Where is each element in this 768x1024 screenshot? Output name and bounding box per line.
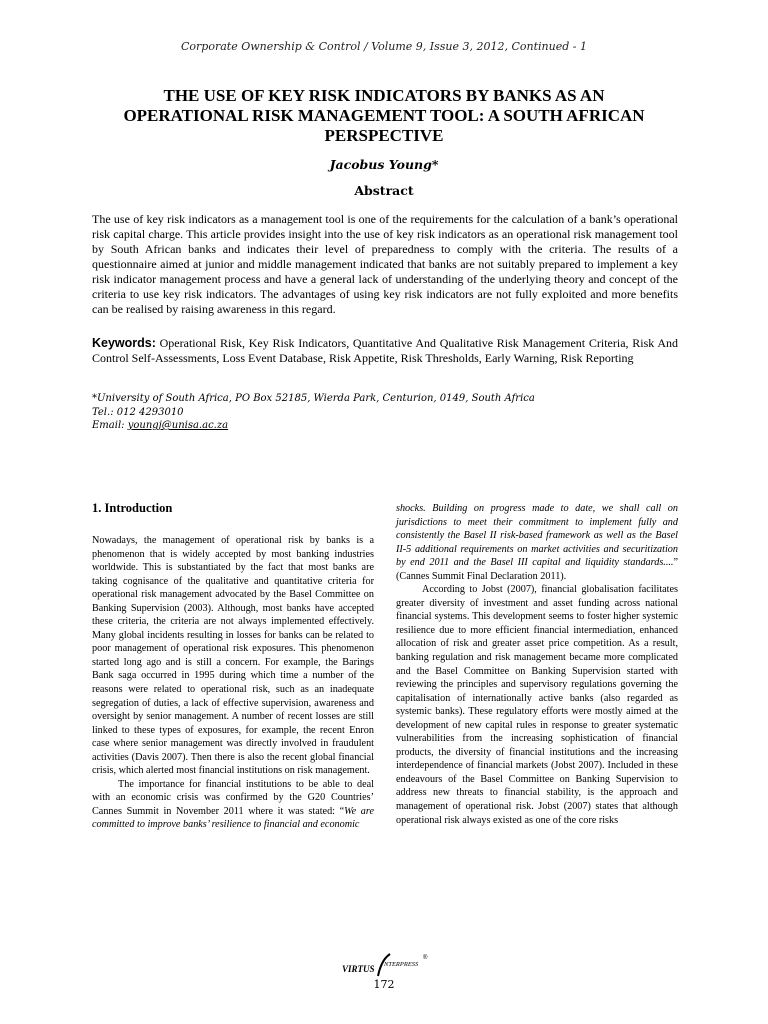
journal-header: Corporate Ownership & Control / Volume 9, Issue 3, 2012, Continued - 1	[181, 40, 587, 53]
left-paragraph-2-text: The importance for financial institutions to be able to deal with an economic crisis was confirmed by the G20 Countries’ Cannes Summit in November 2011 where it was stated: “	[92, 778, 374, 817]
logo-text-right: NTERPRESS	[384, 961, 419, 968]
page-number: 172	[373, 978, 395, 991]
right-paragraph-2: According to Jobst (2007), financial globalisation facilitates greater diversity of investment and asset funding across national financial systems. This development seems to foster higher systemic resilience due to more efficient financial intermediation, enhanced allocation of risk and greater asset price competition. As a result, banking regulation and risk management became more complicated and the Basel Committee on Banking Supervision started with reviewing the principles and supervisory regulations governing the capitalisation of internationally active banks (also regarded as systemic banks). These regulatory efforts were mostly aimed at the development of new capital rules in response to greater systematic vulnerabilities from the increasing sophistication of financial products, the diversity of financial institutions and the increasing interdependence of financial markets (Jobst 2007). Included in these endeavours of the Basel Committee on Banking Supervision to address new threats to financial stability, is the approach and management of operational risk. Jobst (2007) states that although operational risk always existed as one of the core risks	[396, 584, 678, 826]
left-column	[92, 500, 374, 832]
affiliation-address: *University of South Africa, PO Box 52185, Wierda Park, Centurion, 0149, South Africa	[92, 393, 535, 404]
keywords	[92, 336, 678, 366]
right-paragraph-1-quote: shocks. Building on progress made to date, we shall call on jurisdictions to meet their commitment to implement fully and consistently the Basel II risk-based framework as well as the Basel II-5 additional requirements on market activities and securitization by end 2011 and the Basel III capital and liquidity standards....	[396, 503, 678, 569]
logo-registered-mark: ®	[423, 955, 428, 961]
right-column	[396, 502, 678, 827]
logo-text-left: VIRTUS	[342, 964, 375, 974]
left-paragraph-2	[92, 778, 374, 832]
email-link[interactable]: youngj@unisa.ac.za	[127, 420, 229, 431]
section-heading: 1. Introduction	[92, 501, 173, 515]
affiliation	[92, 392, 678, 433]
left-paragraph-1: Nowadays, the management of operational risk by banks is a phenomenon that is widely accepted by most banking industries worldwide. This is substantiated by the fact that most banks are taking cognisance of the qualitative and quantitative criteria for operational risk management advocated by the Basel Committee on Banking Supervision (2003). Although, most banks have accepted these criteria, the criteria are not always implemented effectively. Many global incidents resulting in losses for banks can be related to poor management of operational risk exposures. This phenomenon started long ago and is still a concern. For example, the Barings Bank saga occurred in 1995 during which time a number of the reasons were related to operational risk, such as an inadequate segregation of duties, a lack of effective supervision, awareness and oversight by senior management. A number of recent losses are still linked to these types of exposures, for example, the recent Enron case where senior management was directly involved in fraudulent activities (Davis 2007). Then there is also the recent global financial crisis, which alerted most financial institutions on risk management.	[92, 535, 374, 777]
keywords-text: Operational Risk, Key Risk Indicators, Quantitative And Qualitative Risk Management Criteria, Risk And Control Self-Assessments, Loss Event Database, Risk Appetite, Risk Thresholds, Early Warning, Risk Reporting	[92, 336, 678, 365]
email-label: Email:	[92, 420, 128, 431]
affiliation-tel: Tel.: 012 4293010	[92, 406, 184, 418]
left-paragraph-2-quote: We are committed to improve banks’ resilience to financial and economic	[92, 805, 375, 831]
keywords-label: Keywords:	[92, 336, 156, 350]
affiliation-email-line	[92, 419, 678, 433]
publisher-logo	[340, 952, 430, 980]
right-paragraph-1-text: ” (Cannes Summit Final Declaration 2011).	[396, 557, 678, 582]
right-paragraph-1	[396, 502, 678, 583]
author-name: Jacobus Young*	[329, 157, 439, 172]
abstract-heading: Abstract	[354, 183, 414, 198]
abstract-text: The use of key risk indicators as a management tool is one of the requirements for the calculation of a bank’s operational risk capital charge. This article provides insight into the use of key risk indicators as an operational risk management tool by South African banks and indicates their level of preparedness to comply with the criteria. The results of a questionnaire aimed at junior and middle management indicated that banks are not suitably prepared to implement a key risk indicator management process and have a general lack of understanding of the underlying theory and concept of the criteria to use key risk indicators. The advantages of using key risk indicators are not fully exploited and more benefits can be realised by raising awareness in this regard.	[92, 212, 678, 316]
article-title: THE USE OF KEY RISK INDICATORS BY BANKS AS AN OPERATIONAL RISK MANAGEMENT TOOL: A SOUTH AFRICAN PERSPECTIVE	[123, 86, 645, 145]
